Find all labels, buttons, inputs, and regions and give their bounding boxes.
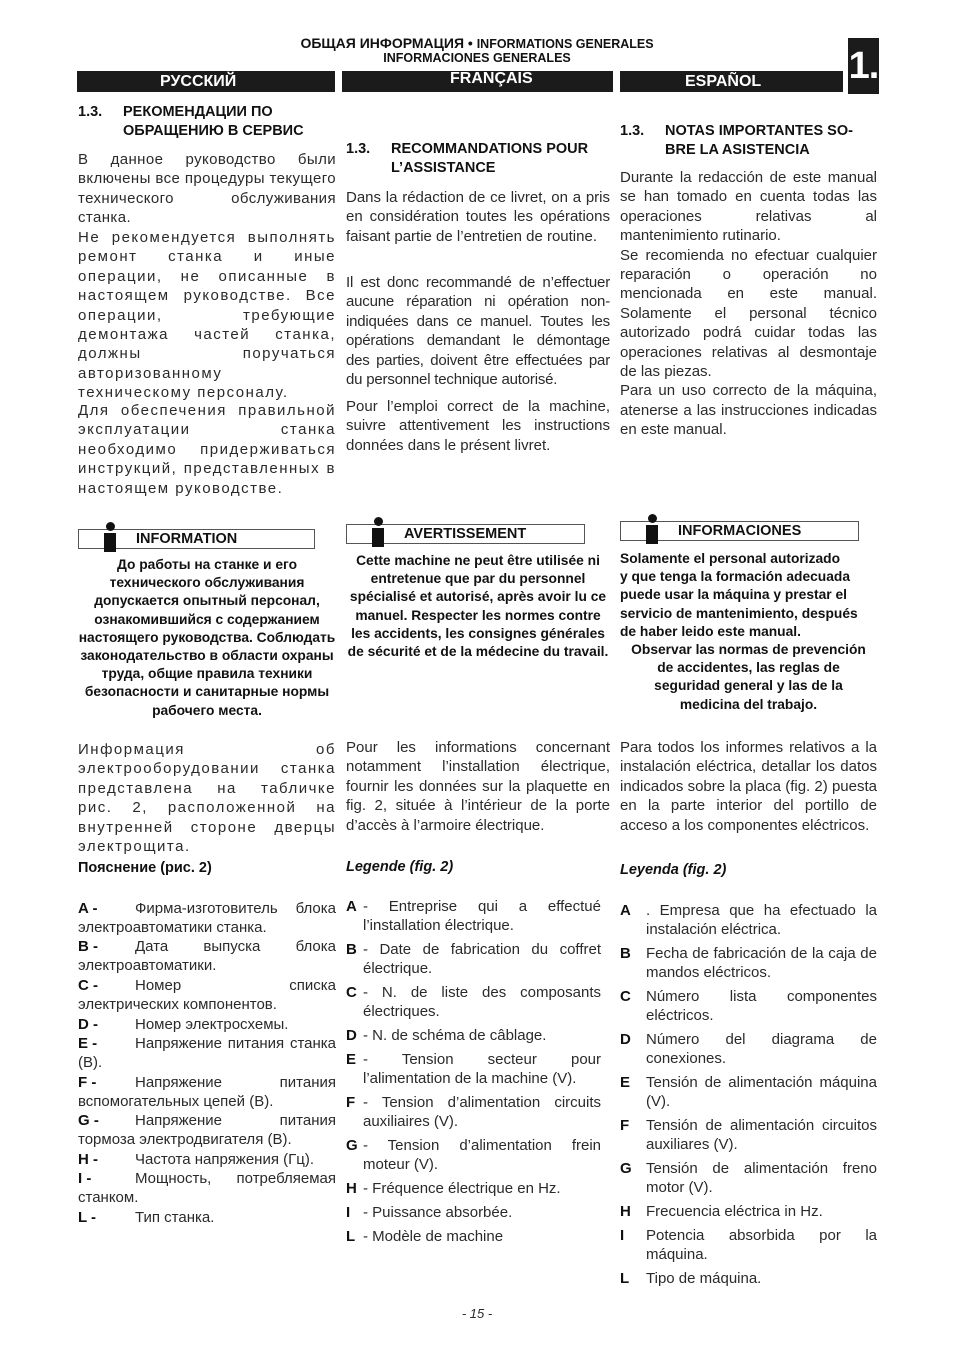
paragraph: Il est donc recommandé de n’effectuer aucune réparation ni opération non-indiquées dans ce manuel. Toutes les opérations demandant le démontage des parties, doivent être effectuées par du personnel technique autorisé. — [346, 274, 610, 389]
legend-key: F — [346, 1094, 356, 1111]
legend-key: E - — [78, 1035, 98, 1052]
legend-value: Tipo de máquina. — [646, 1270, 762, 1287]
legend-key: L — [620, 1270, 630, 1287]
paragraph: Не рекомендуется выполнять ремонт станка и иные операции, не описанные в настоящем руководстве. Все операции, требующие демонтажа частей станка, должны поручаться авторизованному техническому персоналу. — [78, 229, 336, 402]
legend-key: L - — [78, 1209, 97, 1226]
legend-value: Напряжение питания тормоза электродвигателя (В). — [78, 1112, 336, 1149]
legend-value: Tensión de alimentación freno motor (V). — [646, 1160, 877, 1197]
legend-value: - Tension d’alimentation circuits auxiliaires (V). — [363, 1094, 601, 1131]
safety-notice: До работы на станке и его технического обслуживания допускается опытный персонал, ознакомившийся с содержанием настоящего руководства. Соблюдать законодательство в области охраны труда, общие правила техники безопасности и санитарные нормы рабочего места. — [78, 557, 336, 718]
paragraph: Pour l’emploi correct de la machine, suivre attentivement les instructions données dans le présent livret. — [346, 398, 610, 454]
legend-value: Напряжение питания станка (В). — [78, 1035, 336, 1072]
header-title-ru: ОБЩАЯ ИНФОРМАЦИЯ • — [300, 35, 473, 51]
header-title-es: INFORMACIONES GENERALES — [383, 51, 571, 65]
legend-heading: Пояснение (рис. 2) — [78, 860, 212, 876]
lang-bar-fr: FRANÇAIS — [342, 71, 613, 92]
safety-notice: Cette machine ne peut être utilisée ni entretenue que par du personnel spécialisé et autorisé, après avoir lu ce manuel. Respecter les normes contre les accidents, les consignes générales de sécurité et de la médecine du travail. — [347, 553, 609, 660]
info-icon — [372, 517, 384, 547]
legend-key: E — [620, 1074, 631, 1091]
legend-key: B - — [78, 938, 98, 955]
legend-key: F - — [78, 1074, 97, 1091]
legend-value: - Tension d’alimentation frein moteur (V). — [363, 1137, 601, 1174]
legend-value: - Date de fabrication du coffret électrique. — [363, 941, 601, 978]
section-heading — [620, 122, 877, 162]
legend-key: H - — [78, 1151, 98, 1168]
header-title-fr: INFORMATIONS GENERALES — [476, 37, 654, 51]
info-icon — [104, 522, 116, 552]
lang-bar-ru: РУССКИЙ — [77, 71, 335, 92]
legend-value: Tensión de alimentación circuitos auxiliares (V). — [646, 1117, 877, 1154]
legend-key: E — [346, 1051, 357, 1068]
legend-value: Potencia absorbida por la máquina. — [646, 1227, 877, 1264]
legend-value: - Modèle de machine — [363, 1228, 504, 1245]
legend-value: Мощность, потребляемая станком. — [78, 1170, 336, 1207]
info-label: AVERTISSEMENT — [404, 526, 527, 542]
legend-value: Número del diagrama de conexiones. — [646, 1031, 877, 1068]
legend-key: I - — [78, 1170, 92, 1187]
legend-value: - N. de liste des composants électriques. — [363, 984, 601, 1021]
legend-key: A - — [78, 900, 98, 917]
info-label: INFORMATION — [136, 531, 238, 547]
legend-value: - Entreprise qui a effectué l’installation électrique. — [363, 898, 601, 935]
legend-key: A — [346, 898, 357, 915]
lang-bar-es: ESPAÑOL — [620, 71, 843, 92]
legend-heading: Leyenda (fig. 2) — [620, 862, 727, 878]
legend-value: Frecuencia eléctrica in Hz. — [646, 1203, 823, 1220]
paragraph: Для обеспечения правильной эксплуатации станка необходимо придерживаться инструкций, представленных в настоящем руководстве. — [78, 402, 336, 497]
paragraph: Информация об электрооборудовании станка представлена на табличке рис. 2, расположенной на внутренней стороне дверцы электрощита. — [78, 741, 336, 856]
info-label: INFORMACIONES — [678, 523, 802, 539]
header-title — [0, 35, 954, 51]
legend-value: Дата выпуска блока электроавтоматики. — [78, 938, 336, 975]
paragraph: В данное руководство были включены все процедуры текущего технического обслуживания станка. — [78, 151, 336, 227]
legend-value: Фирма-изготовитель блока электроавтоматики станка. — [78, 900, 336, 937]
paragraph: Para todos los informes relativos a la instalación eléctrica, detallar los datos indicados sobre la placa (fig. 2) puesta en la parte interior del portillo de acceso a los componentes eléctricos. — [620, 739, 877, 834]
legend-key: C - — [78, 977, 98, 994]
legend-value: Частота напряжения (Гц). — [135, 1151, 315, 1168]
legend-value: - N. de schéma de câblage. — [363, 1027, 547, 1044]
legend-value: - Fréquence électrique en Hz. — [363, 1180, 561, 1197]
legend-value: Número lista componentes eléctricos. — [646, 988, 877, 1025]
info-box — [78, 529, 315, 549]
section-title: RECOMMANDATIONS POUR L’ASSISTANCE — [391, 141, 589, 176]
info-icon — [646, 514, 658, 544]
safety-notice: Observar las normas de prevención de accidentes, las reglas de seguridad general y las de la medicina del trabajo. — [631, 642, 866, 712]
legend-key: I — [346, 1204, 351, 1221]
legend-key: F — [620, 1117, 630, 1134]
legend-key: D — [346, 1027, 357, 1044]
paragraph: Pour les informations concernant notamment l’installation électrique, fournir les données sur la plaquette en fig. 2, située à l’intérieur de la porte d’accès à l’armoire électrique. — [346, 739, 610, 834]
safety-notice: Solamente el personal autorizado y que tenga la formación adecuada puede usar la máquina y prestar el servicio de mantenimiento, después de haber leido este manual. — [620, 551, 858, 639]
legend-key: B — [620, 945, 631, 962]
section-title: NOTAS IMPORTANTES SO- BRE LA ASISTENCIA — [665, 123, 853, 158]
paragraph: Dans la rédaction de ce livret, on a pris en considération toutes les opérations faisant partie de l’entretien de routine. — [346, 189, 610, 245]
legend-key: G — [620, 1160, 632, 1177]
legend-value: Напряжение питания вспомогательных цепей (В). — [78, 1074, 336, 1111]
section-number: 1.3. — [346, 141, 371, 157]
info-box — [346, 524, 585, 544]
legend-key: A — [620, 902, 631, 919]
paragraph: Durante la redacción de este manual se han tomado en cuenta todas las operaciones relativas al mantenimiento rutinario. Se recomienda no efectuar cualquier reparación o operación no mencionada en este manual. Solamente el personal técnico autorizado podrá cuidar todas las operaciones relativas al desmontaje de las piezas. Para un uso correcto de la máquina, atenerse a las instrucciones indicadas en este manual. — [620, 169, 877, 439]
section-heading — [78, 103, 336, 143]
legend-key: G — [346, 1137, 358, 1154]
legend-value: - Puissance absorbée. — [363, 1204, 513, 1221]
section-number: 1.3. — [78, 104, 103, 120]
legend-key: H — [346, 1180, 357, 1197]
legend-value: Номер списка электрических компонентов. — [78, 977, 336, 1014]
section-title: РЕКОМЕНДАЦИИ ПО ОБРАЩЕНИЮ В СЕРВИС — [123, 104, 304, 139]
legend-key: C — [620, 988, 631, 1005]
legend-key: I — [620, 1227, 625, 1244]
legend-heading: Legende (fig. 2) — [346, 859, 454, 875]
legend-value: - Tension secteur pour l’alimentation de la machine (V). — [363, 1051, 601, 1088]
section-heading — [346, 140, 610, 180]
page-number: - 15 - — [461, 1306, 493, 1321]
legend-value: Номер электросхемы. — [135, 1016, 289, 1033]
legend-key: D — [620, 1031, 631, 1048]
legend-key: C — [346, 984, 357, 1001]
legend-value: . Empresa que ha efectuado la instalación eléctrica. — [646, 902, 877, 939]
info-box — [620, 521, 859, 541]
legend-value: Tensión de alimentación máquina (V). — [646, 1074, 877, 1111]
legend-key: G - — [78, 1112, 99, 1129]
chapter-number: 1. — [848, 38, 879, 94]
legend-key: L — [346, 1228, 356, 1245]
legend-key: B — [346, 941, 357, 958]
legend-key: H — [620, 1203, 631, 1220]
legend-key: D - — [78, 1016, 98, 1033]
legend-value: Тип станка. — [135, 1209, 215, 1226]
section-number: 1.3. — [620, 123, 645, 139]
legend-value: Fecha de fabricación de la caja de mandos eléctricos. — [646, 945, 877, 982]
